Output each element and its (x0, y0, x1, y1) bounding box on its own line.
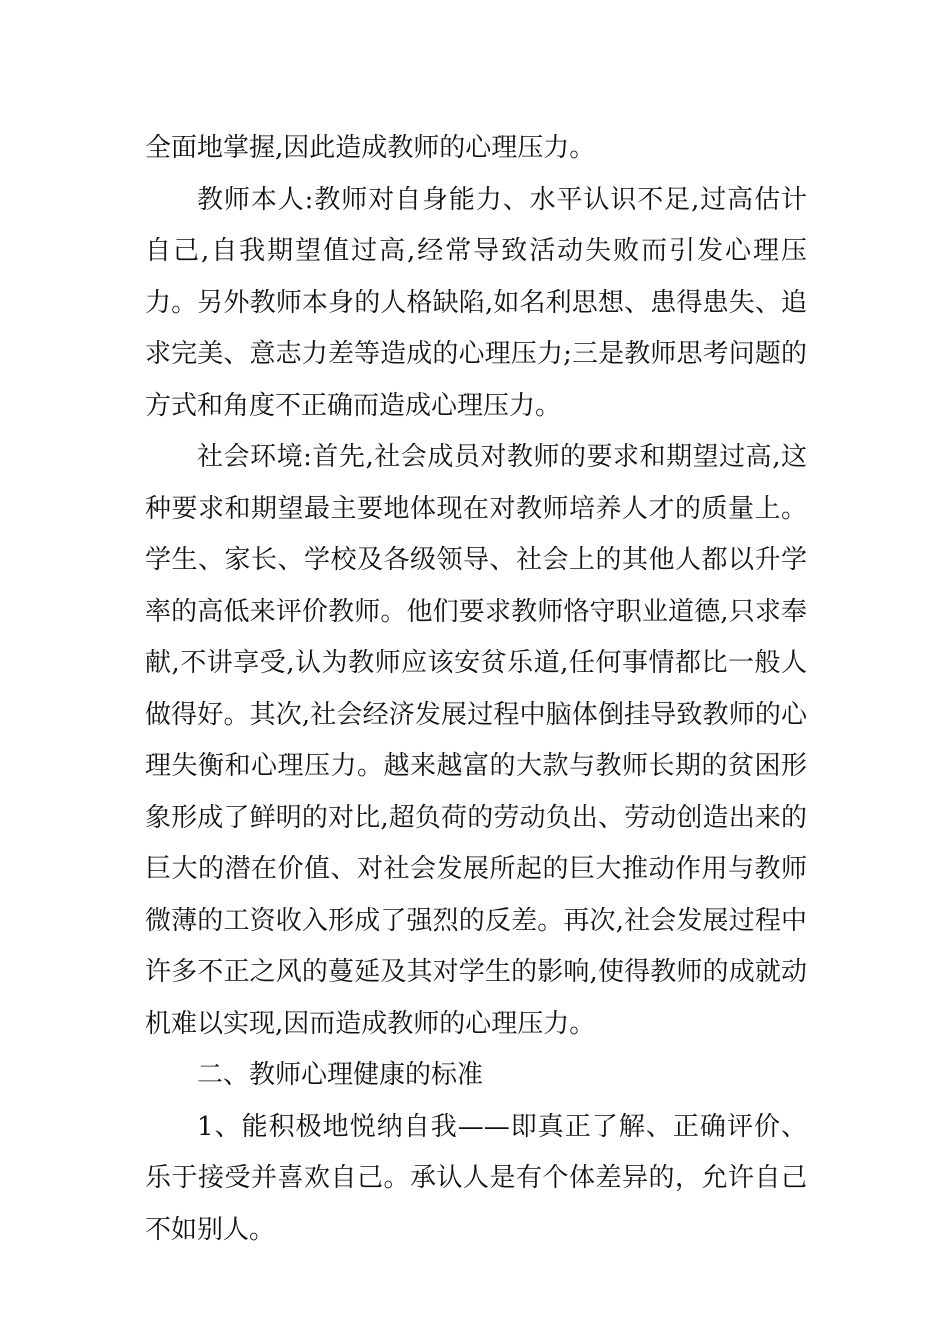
section-heading: 二、教师心理健康的标准 (197, 1060, 484, 1090)
paragraph-social-environment: 社会环境:首先,社会成员对教师的要求和期望过高,这种要求和期望最主要地体现在对教师培养人才的质量上。学生、家长、学校及各级领导、社会上的其他人都以升学率的高低来评价教师。他们要求教师恪守职业道德,只求奉献,不讲享受,认为教师应该安贫乐道,任何事情都比一般人做得好。其次,社会经济发展过程中脑体倒挂导致教师的心理失衡和心理压力。越来越富的大款与教师长期的贫困形象形成了鲜明的对比,超负荷的劳动负出、劳动创造出来的巨大的潜在价值、对社会发展所起的巨大推动作用与教师微薄的工资收入形成了强烈的反差。再次,社会发展过程中许多不正之风的蔓延及其对学生的影响,使得教师的成就动机难以实现,因而造成教师的心理压力。 (145, 442, 807, 1039)
paragraph-continuation: 全面地掌握,因此造成教师的心理压力。 (145, 133, 596, 163)
document-body (145, 123, 807, 1256)
paragraph-standard-1: 1、能积极地悦纳自我——即真正了解、正确评价、乐于接受并喜欢自己。承认人是有个体差异的，允许自己不如别人。 (145, 1111, 807, 1245)
paragraph-teacher-self: 教师本人:教师对自身能力、水平认识不足,过高估计自己,自我期望值过高,经常导致活动失败而引发心理压力。另外教师本身的人格缺陷,如名利思想、患得患失、追求完美、意志力差等造成的心理压力;三是教师思考问题的方式和角度不正确而造成心理压力。 (145, 184, 807, 421)
